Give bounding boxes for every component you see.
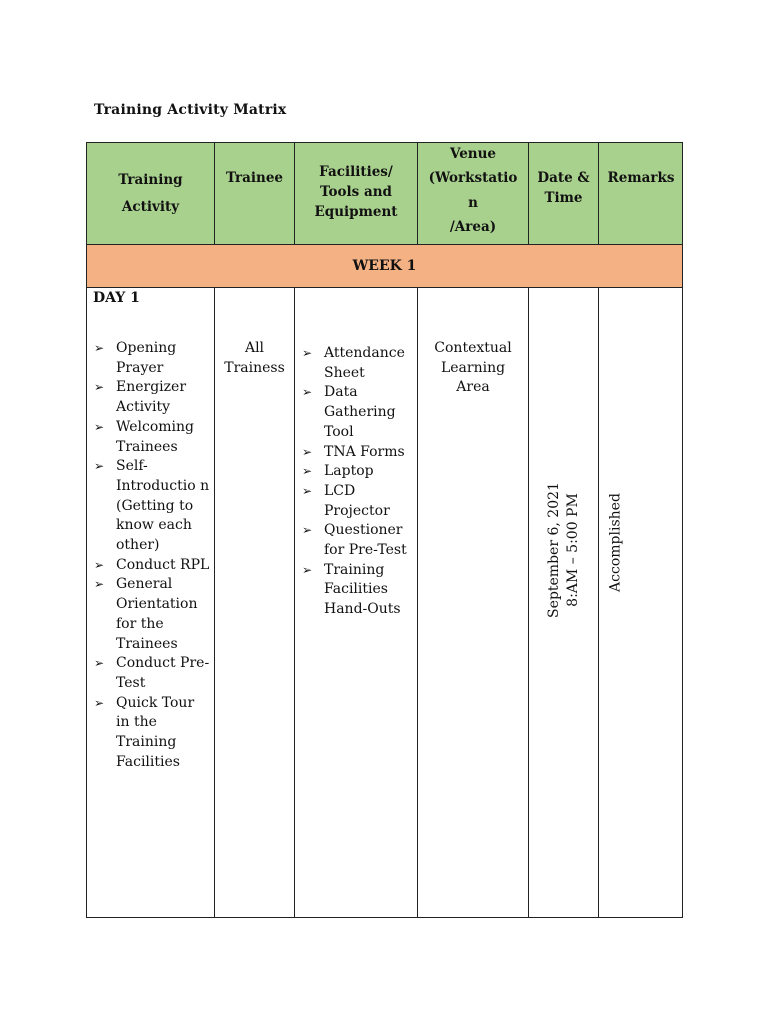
facility-item-label: Data Gathering Tool [324,384,396,440]
header-training-activity [87,143,214,244]
facility-item [301,383,411,442]
activity-item-label: Welcoming Trainees [116,418,195,455]
header-venue-line: Venue [449,145,497,162]
activity-item-label: Conduct Pre-Test [116,655,210,691]
header-date-time-line: Date & [537,170,590,186]
venue-line: Contextual [434,340,512,356]
facility-item-label: TNA Forms [324,443,405,460]
arrowhead-bullet-icon: ➢ [94,656,105,671]
header-trainee [215,143,294,244]
facility-item [301,482,411,521]
header-venue-line: n [468,194,478,211]
date-time-cell [529,288,598,918]
arrowhead-bullet-icon: ➢ [94,557,105,572]
activity-item [93,575,211,654]
header-date-time [529,143,598,244]
trainee-cell [215,288,294,918]
activity-list [93,339,211,772]
facilities-cell [295,288,417,918]
remarks-value: Accomplished [607,493,624,592]
header-training-activity-line: Training [118,171,183,188]
arrowhead-bullet-icon: ➢ [302,346,313,360]
facility-item [301,462,411,482]
header-remarks [599,143,683,244]
activity-item-label: Quick Tour in the Training Facilities [116,694,195,770]
remarks-cell [599,288,683,918]
header-facilities-line: Equipment [314,203,398,220]
facility-item-label: Questioner for Pre-Test [324,522,407,559]
trainee-line: Trainess [224,359,285,376]
activity-item [93,457,211,556]
venue-line: Area [456,379,490,396]
arrowhead-bullet-icon: ➢ [94,341,105,355]
facility-item-label: LCD Projector [324,482,390,519]
header-venue-line: (Workstatio [428,170,518,186]
venue-line: Learning [440,359,506,376]
activity-item [93,694,211,773]
activity-item [93,654,211,693]
activity-item [93,339,211,378]
activity-item-label: Opening Prayer [116,340,177,376]
facility-item-label: Laptop [324,463,374,480]
header-venue [418,143,528,244]
arrowhead-bullet-icon: ➢ [94,380,105,395]
trainee-line: All [244,340,265,356]
header-facilities [295,143,417,244]
facility-item [301,561,411,620]
arrowhead-bullet-icon: ➢ [302,483,313,498]
activity-item-label: Conduct RPL [116,556,210,573]
arrowhead-bullet-icon: ➢ [302,464,313,479]
activity-item-label: General Orientation for the Trainees [116,576,198,652]
training-date: September 6, 2021 [546,482,562,618]
arrowhead-bullet-icon: ➢ [94,419,105,434]
arrowhead-bullet-icon: ➢ [94,577,105,592]
arrowhead-bullet-icon: ➢ [94,459,105,474]
facility-item-label: Training Facilities Hand-Outs [324,561,401,618]
activity-item [93,556,211,576]
arrowhead-bullet-icon: ➢ [94,695,105,710]
arrowhead-bullet-icon: ➢ [302,523,313,538]
facility-item [301,344,411,383]
arrowhead-bullet-icon: ➢ [302,385,313,400]
header-facilities-line: Facilities/ [319,163,393,180]
activity-item-label: Self-Introductio n (Getting to know each other) [116,458,210,554]
facility-item [301,521,411,560]
header-date-time-line: Time [544,190,583,206]
arrowhead-bullet-icon: ➢ [302,444,313,459]
activity-item [93,378,211,417]
header-facilities-line: Tools and [320,183,392,200]
header-venue-line: /Area) [449,219,497,235]
training-activity-cell [87,288,214,918]
training-activity-matrix [86,142,683,918]
facilities-list [301,344,411,620]
activity-item [93,418,211,457]
training-time: 8:AM – 5:00 PM [565,493,581,607]
day-label: DAY 1 [93,290,140,306]
date-time-rotated [545,480,583,620]
page-title: Training Activity Matrix [94,102,287,118]
header-remarks-label: Remarks [607,170,675,186]
header-training-activity-line: Activity [121,198,180,215]
header-trainee-label: Trainee [225,170,284,186]
arrowhead-bullet-icon: ➢ [302,562,313,577]
activity-item-label: Energizer Activity [116,379,187,416]
facility-item [301,443,411,463]
facility-item-label: Attendance Sheet [324,345,405,381]
week-label: WEEK 1 [352,258,417,274]
venue-cell [418,288,528,918]
